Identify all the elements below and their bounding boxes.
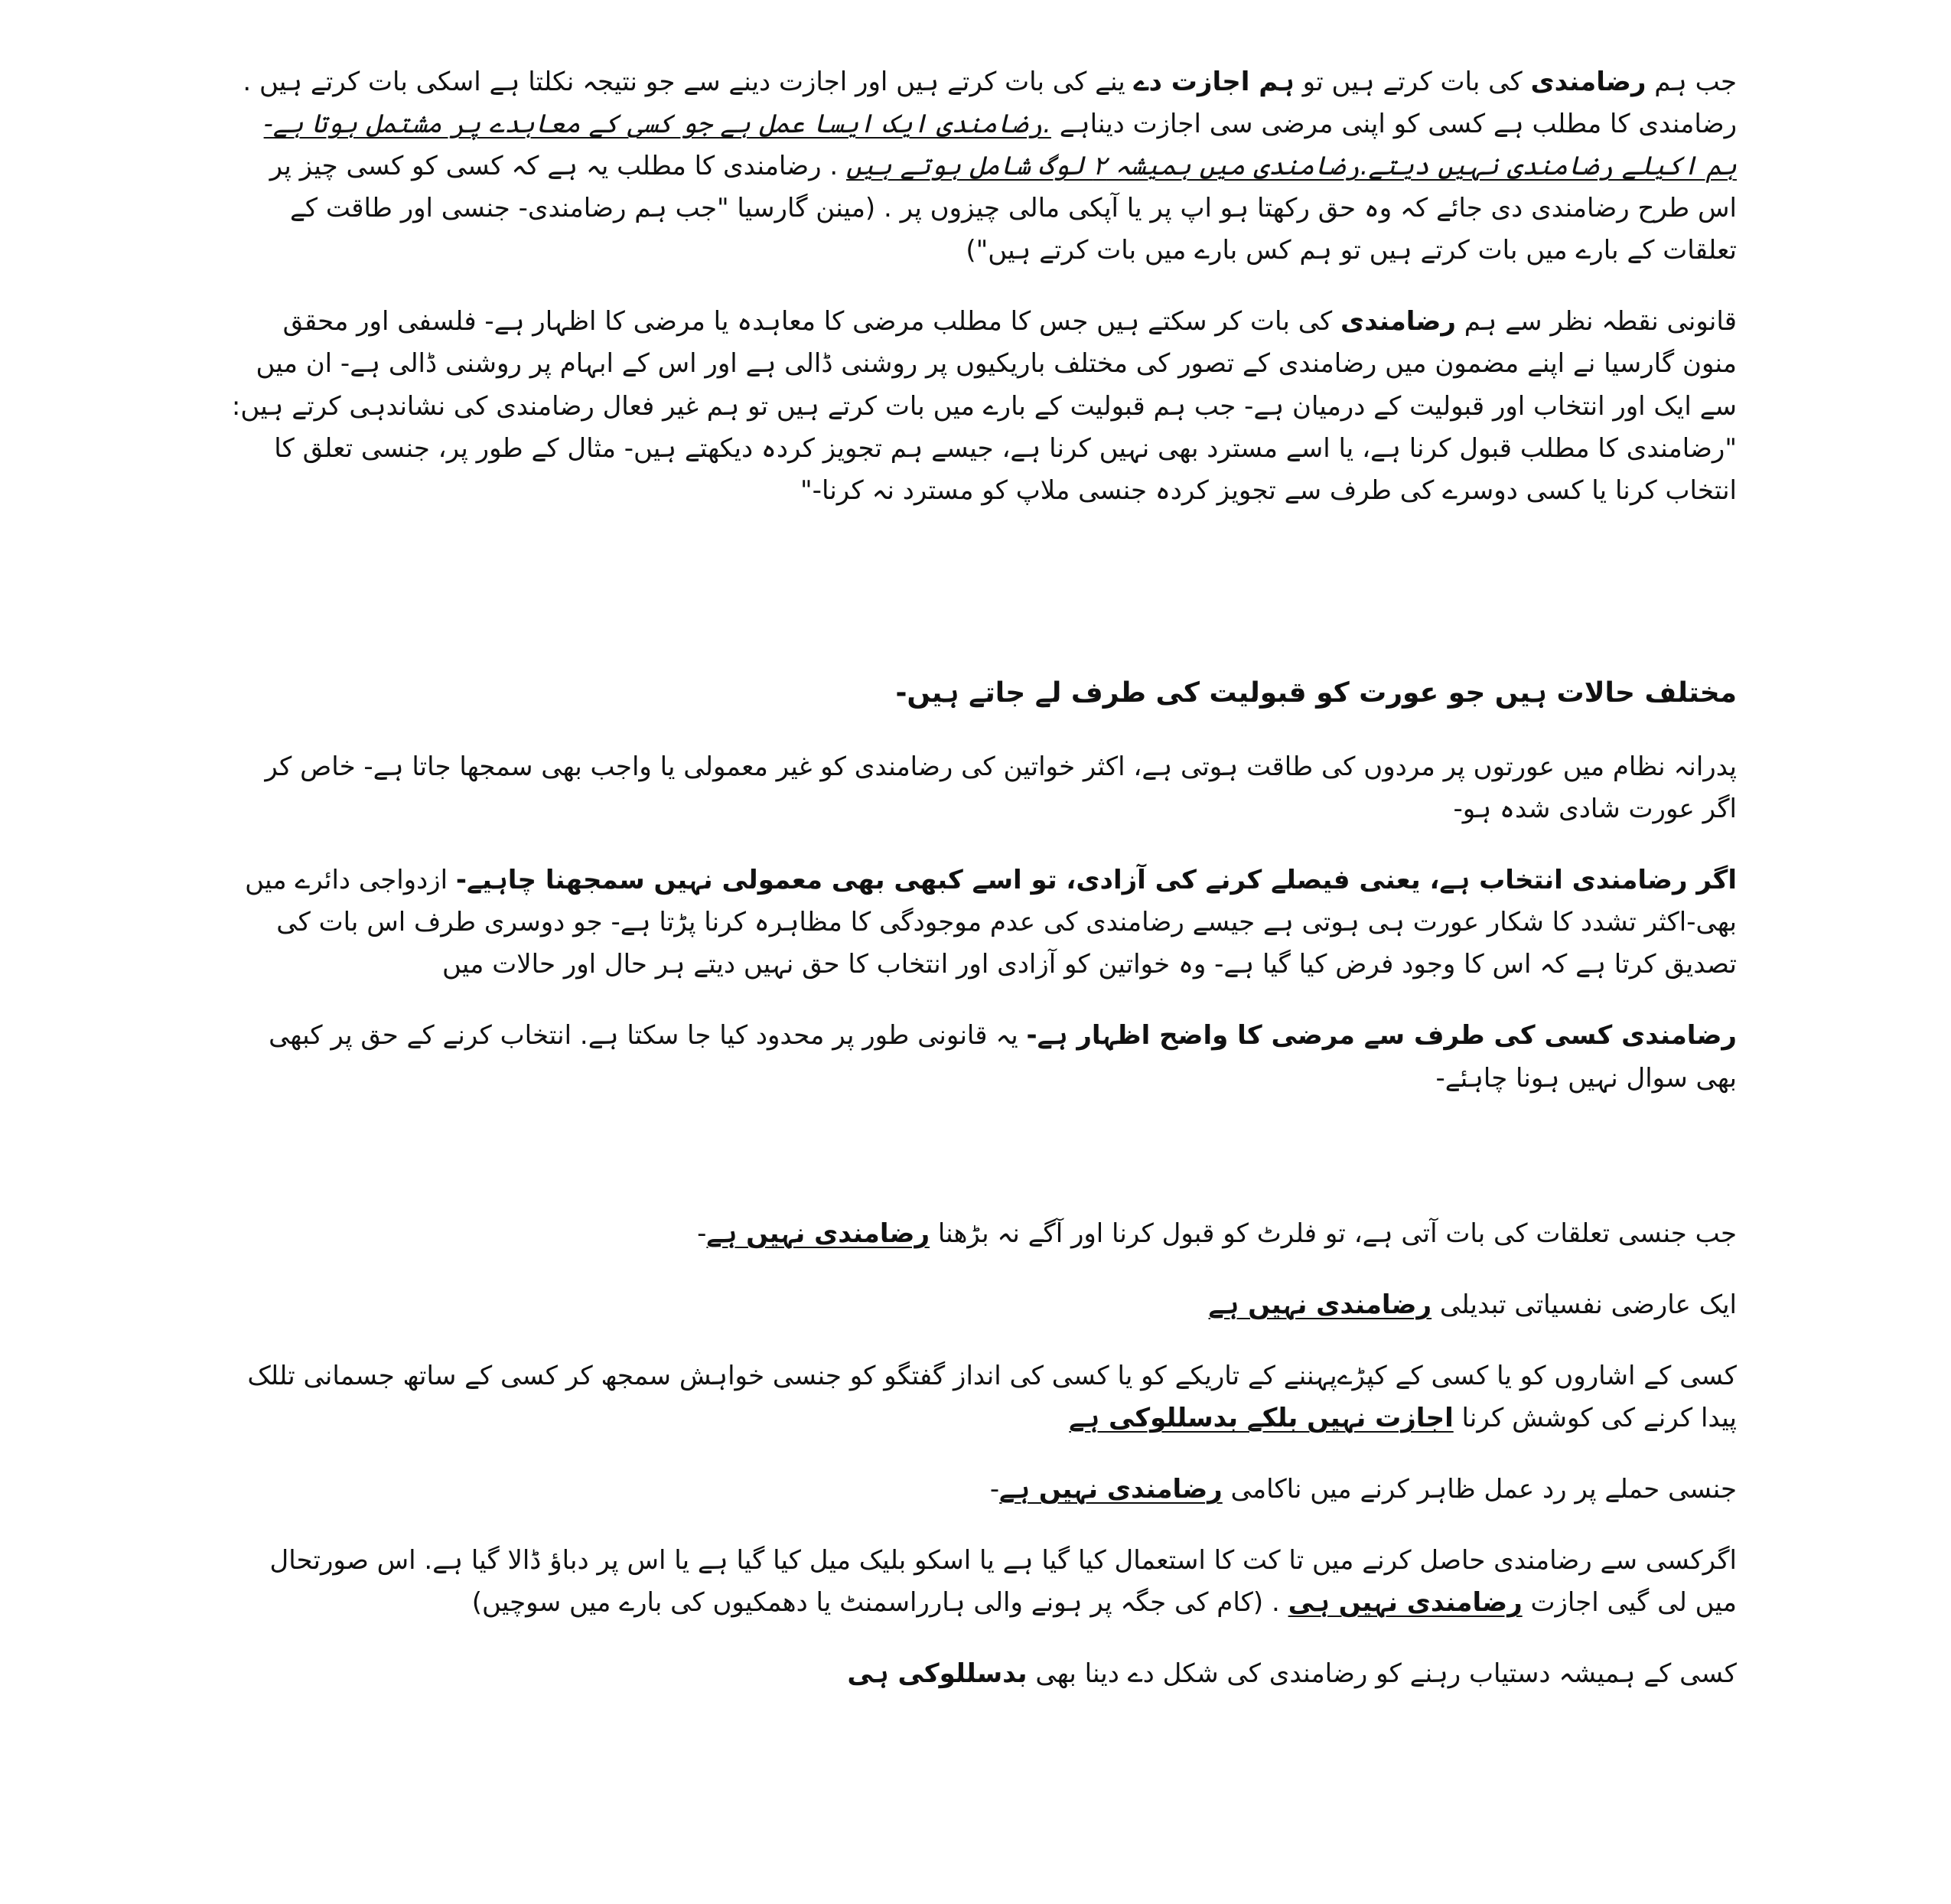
underlined-not-consent: رضامندی نہیں ہے xyxy=(999,1473,1223,1505)
bold-clear-expression: رضامندی کسی کی طرف سے مرضی کا واضح اظہار ہے- xyxy=(1026,1020,1737,1051)
paragraph-consent-definition: جب ہم رضامندی کی بات کرتے ہیں تو ہم اجازت دے ینے کی بات کرتے ہیں اور اجازت دینے سے جو نتیجہ نکلتا ہے اسکی بات کرتے ہیں . رضامندی کا مطلب ہے کسی کو اپنی مرضی سی اجازت دیناہے .رضامندی ایک ایسا عمل ہے جو کسی کے معاہدے پر مشتمل ہوتا ہے- ہم اکیلے رضامندی نہیں دیتے.رضامندی میں ہمیشہ ٢ لوگ شامل ہوتے ہیں . رضامندی کا مطلب یہ ہے کہ کسی کو کسی چیز پر اس طرح رضامندی دی جائے کہ وہ حق رکھتا ہو اپ پر یا آپکی مالی چیزوں پر . (مینن گارسیا "جب ہم رضامندی- جنسی اور طاقت کے تعلقات کے بارے میں بات کرتے ہیں تو ہم کس بارے میں بات کرتے ہیں") xyxy=(243,67,1737,266)
bold-we-give-permission: ہم اجازت دے xyxy=(1133,67,1295,97)
underlined-consent-agreement: .رضامندی ایک ایسا عمل ہے جو کسی کے معاہدے پر مشتمل ہوتا ہے- ہم اکیلے رضامندی نہیں دیتے.رضامندی میں ہمیشہ ٢ لوگ شامل ہوتے ہیں xyxy=(263,109,1737,182)
paragraph-gestures: کسی کے اشاروں کو یا کسی کے کپڑےپہننے کے تاریکے کو یا کسی کی انداز گفتگو کو جنسی خواہش سمجھ کر کسی کے ساتھ جسمانی تللک پیدا کرنے کی کوشش کرنا اجازت نہیں بلکے بدسللوکی ہے xyxy=(247,1360,1737,1433)
paragraph-flirt: جب جنسی تعلقات کی بات آتی ہے، تو فلرٹ کو قبول کرنا اور آگے نہ بڑھنا رضامندی نہیں ہے- xyxy=(697,1218,1737,1249)
paragraph-legal-perspective: قانونی نقطہ نظر سے ہم رضامندی کی بات کر سکتے ہیں جس کا مطلب مرضی کا معاہدہ یا مرضی کا اظہار ہے- فلسفی اور محقق منون گارسیا نے اپنے مضمون میں رضامندی کے تصور کی مختلف باریکیوں پر روشنی ڈالی ہے اور اس کے ابہام پر روشنی ڈالی ہے- ان میں سے ایک اور انتخاب اور قبولیت کے درمیان ہے- جب ہم قبولیت کے بارے میں بات کرتے ہیں تو ہم غیر فعال رضامندی کی نشاندہی کرتے ہیں: "رضامندی کا مطلب قبول کرنا ہے، یا اسے مسترد بھی نہیں کرنا ہے، جیسے ہم تجویز کردہ دیکھتے ہیں- مثال کے طور پر، جنسی تعلق کا انتخاب کرنا یا کسی دوسرے کی طرف سے تجویز کردہ جنسی ملاپ کو مسترد نہ کرنا-" xyxy=(231,306,1737,506)
paragraph-clear-expression: رضامندی کسی کی طرف سے مرضی کا واضح اظہار ہے- یہ قانونی طور پر محدود کیا جا سکتا ہے. انتخاب کرنے کے حق پر کبھی بھی سوال نہیں ہونا چاہئے- xyxy=(269,1020,1737,1094)
paragraph-coercion: اگرکسی سے رضامندی حاصل کرنے میں تا کت کا استعمال کیا گیا ہے یا اسکو بلیک میل کیا گیا ہے یا اس پر دباؤ ڈالا گیا ہے. اس صورتحال میں لی گیی اجازت رضامندی نہیں ہی . (کام کی جگہ پر ہونے والی ہارراسمنٹ یا دھمکیوں کی بارے میں سوچیں) xyxy=(269,1545,1737,1619)
section-heading: مختلف حالات ہیں جو عورت کو قبولیت کی طرف لے جاتے ہیں- xyxy=(895,677,1737,709)
paragraph-consent-choice: اگر رضامندی انتخاب ہے، یعنی فیصلے کرنے کی آزادی، تو اسے کبھی بھی معمولی نہیں سمجھنا چاہیے- ازدواجی دائرے میں بھی-اکثر تشدد کا شکار عورت ہی ہوتی ہے جیسے رضامندی کی عدم موجودگی کا مظاہرہ کرنا پڑتا ہے- جو دوسری طرف اس بات کی تصدیق کرتا ہے کہ اس کا وجود فرض کیا گیا ہے- وہ خواتین کو آزادی اور انتخاب کا حق نہیں دیتے ہر حال اور حالات میں xyxy=(245,865,1737,980)
paragraph-psychological-change: ایک عارضی نفسیاتی تبدیلی رضامندی نہیں ہے xyxy=(1208,1289,1737,1320)
paragraph-sexual-assault: جنسی حملے پر رد عمل ظاہر کرنے میں ناکامی رضامندی نہیں ہے- xyxy=(989,1473,1737,1505)
underlined-not-consent: رضامندی نہیں ہی xyxy=(1288,1587,1523,1619)
bold-consent: رضامندی xyxy=(1530,67,1646,97)
bold-consent-is-choice: اگر رضامندی انتخاب ہے، یعنی فیصلے کرنے کی آزادی، تو اسے کبھی بھی معمولی نہیں سمجھنا چاہیے- xyxy=(455,865,1737,896)
underlined-not-consent: رضامندی نہیں ہے xyxy=(706,1218,930,1249)
bold-abuse: بدسللوکی ہی xyxy=(847,1658,1028,1690)
paragraph-patriarchy: پدرانہ نظام میں عورتوں پر مردوں کی طاقت ہوتی ہے، اکثر خواتین کی رضامندی کو غیر معمولی یا واجب بھی سمجھا جاتا ہے- خاص کر اگر عورت شادی شدہ ہو- xyxy=(265,751,1737,825)
underlined-abuse: اجازت نہیں بلکے بدسللوکی ہے xyxy=(1069,1402,1454,1433)
underlined-not-consent: رضامندی نہیں ہے xyxy=(1208,1289,1432,1320)
document-page xyxy=(230,61,1737,1724)
bold-consent: رضامندی xyxy=(1340,306,1456,337)
paragraph-availability: کسی کے ہمیشہ دستیاب رہنے کو رضامندی کی شکل دے دینا بھی بدسللوکی ہی xyxy=(847,1658,1737,1690)
